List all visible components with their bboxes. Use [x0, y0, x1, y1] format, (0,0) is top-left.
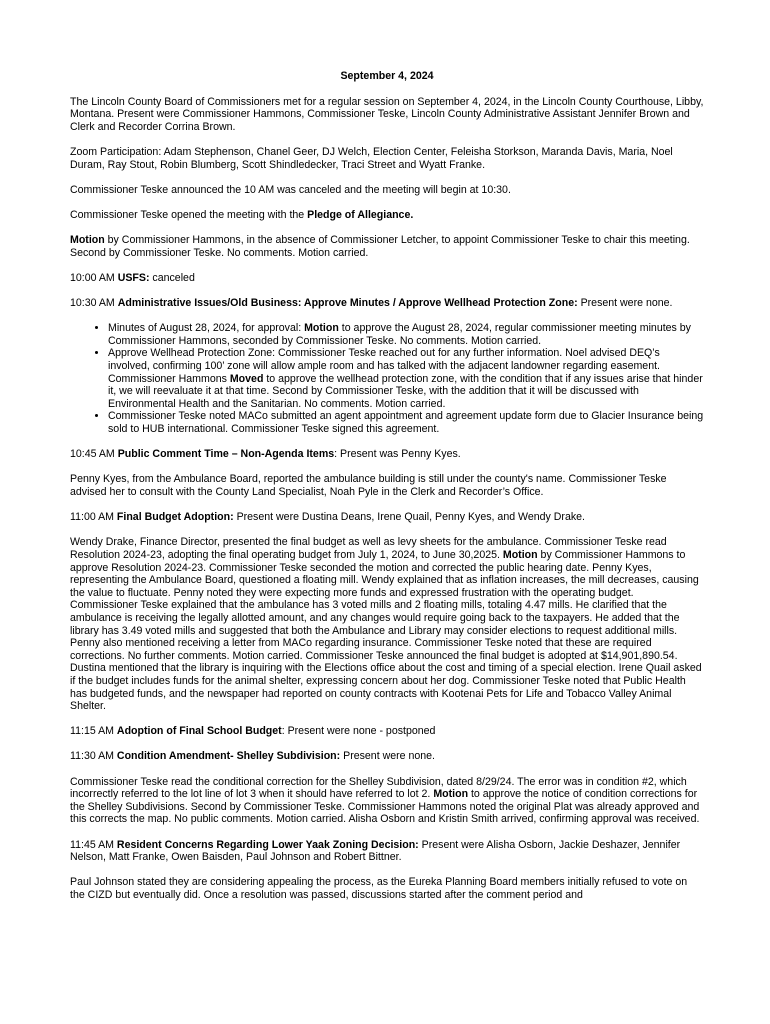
- pledge-paragraph: [70, 209, 704, 222]
- school-budget-agenda-item: [70, 725, 704, 738]
- shelley-para-post: to approve the notice of condition corrections for the Shelley Subdivisions. Second by Commissioner Teske. Commissioner Hammons noted the original Plat was already approved and this corrects the map. No public comments. Motion carried. Alisha Osborn and Kristin Smith arrived, confirming approval was received.: [70, 788, 700, 826]
- shelley-heading: Condition Amendment- Shelley Subdivision:: [116, 750, 341, 763]
- minutes-approval-bullet: [108, 322, 704, 347]
- chair-motion-bold: Motion: [70, 234, 105, 247]
- minutes-page: [70, 70, 704, 914]
- admin-heading: Administrative Issues/Old Business: Approve Minutes / Approve Wellhead Protection Zone:: [117, 297, 578, 310]
- shelley-discussion-paragraph: [70, 776, 704, 826]
- usfs-time: 10:00 AM: [70, 271, 118, 284]
- usfs-heading: USFS:: [117, 271, 150, 284]
- bullet-2-pre: Approve Wellhead Protection Zone: Commissioner Teske reached out for any further information. Noel advised DEQ’s involved, confirming 100’ zone will allow ample room and has talked with the adjacent landowner regarding easement. Commissioner Hammons: [108, 347, 660, 385]
- admin-bullet-list: [70, 322, 704, 435]
- school-budget-heading: Adoption of Final School Budget: [116, 725, 282, 738]
- bullet-1-pre: Minutes of August 28, 2024, for approval:: [108, 322, 305, 335]
- meeting-date-title: September 4, 2024: [340, 70, 434, 82]
- budget-para-bold: Motion: [502, 548, 538, 561]
- usfs-agenda-item: [70, 272, 704, 285]
- bullet-2-bold: Moved: [229, 372, 264, 385]
- yaak-time: 11:45 AM: [70, 838, 117, 851]
- public-comment-present: : Present was Penny Kyes.: [334, 448, 461, 461]
- shelley-para-bold: Motion: [433, 788, 469, 801]
- bullet-1-bold: Motion: [304, 322, 339, 335]
- school-budget-time: 11:15 AM: [70, 725, 117, 738]
- usfs-status: canceled: [149, 271, 195, 284]
- admin-agenda-item: [70, 297, 704, 310]
- pledge-text: Commissioner Teske opened the meeting with the: [70, 208, 308, 221]
- yaak-agenda-item: [70, 839, 704, 864]
- budget-discussion-paragraph: [70, 536, 704, 712]
- paul-johnson-paragraph: Paul Johnson stated they are considering appealing the process, as the Eureka Planning Board members initially refused to vote on the CIZD but eventually did. Once a resolution was passed, discussions started after the comment period and: [70, 876, 688, 901]
- penny-kyes-paragraph: Penny Kyes, from the Ambulance Board, reported the ambulance building is still under the county's name. Commissioner Teske advised her to consult with the County Land Specialist, Noah Pyle in the Clerk and Recorder’s Office.: [70, 473, 667, 498]
- final-budget-time: 11:00 AM: [70, 511, 117, 524]
- final-budget-agenda-item: [70, 511, 704, 524]
- pledge-bold: Pledge of Allegiance.: [307, 208, 414, 221]
- intro-paragraph: The Lincoln County Board of Commissioners met for a regular session on September 4, 2024, in the Lincoln County Courthouse, Libby, Montana. Present were Commissioner Hammons, Commissioner Teske, Lincoln County Administrative Assistant Jennifer Brown and Clerk and Recorder Corrina Brown.: [70, 95, 704, 133]
- maco-agreement-bullet: • Commissioner Teske noted MACo submitted an agent appointment and agreement update form due to Glacier Insurance being sold to HUB international. Commissioner Teske signed this agreement.: [108, 410, 704, 435]
- chair-motion-paragraph: [70, 234, 704, 259]
- final-budget-heading: Final Budget Adoption:: [116, 511, 234, 524]
- zoom-participation-paragraph: Zoom Participation: Adam Stephenson, Chanel Geer, DJ Welch, Election Center, Feleisha Storkson, Maranda Davis, Maria, Noel Duram, Ray Stout, Robin Blumberg, Scott Shindledecker, Traci Street and Wyatt Franke.: [70, 145, 673, 171]
- yaak-heading: Resident Concerns Regarding Lower Yaak Zoning Decision:: [116, 838, 419, 851]
- shelley-para-pre: Commissioner Teske read the conditional correction for the Shelley Subdivision, dated 8/29/24. The error was in condition #2, which incorrectly referred to the lot line of lot 3 when it should have referred to lot 2.: [70, 775, 687, 801]
- bullet-2-post: to approve the wellhead protection zone, with the condition that if any issues arise that hinder it, we will reevaluate it at that time. Second by Commissioner Teske, with the addition that it will be discussed with Environmental Health and the Sanitarian. No comments. Motion carried.: [108, 372, 703, 410]
- public-comment-heading: Public Comment Time – Non-Agenda Items: [117, 448, 335, 461]
- announcement-paragraph: Commissioner Teske announced the 10 AM was canceled and the meeting will begin at 10:30.: [70, 183, 511, 196]
- chair-motion-text: by Commissioner Hammons, in the absence of Commissioner Letcher, to appoint Commissioner Teske to chair this meeting. Second by Commissioner Teske. No comments. Motion carried.: [70, 234, 690, 259]
- bullet-1-post: to approve the August 28, 2024, regular commissioner meeting minutes by Commissioner Hammons, seconded by Commissioner Teske. No comments. Motion carried.: [108, 322, 691, 347]
- admin-present: Present were none.: [577, 297, 673, 310]
- final-budget-present: Present were Dustina Deans, Irene Quail, Penny Kyes, and Wendy Drake.: [233, 511, 585, 524]
- budget-para-post: by Commissioner Hammons to approve Resolution 2024-23. Commissioner Teske seconded the motion and corrected the public hearing date. Penny Kyes, representing the Ambulance Board, questioned a floating mill. Wendy explained that as inflation increases, the mill decreases, causing the value to fluctuate. Penny noted they were expecting more funds and expressed frustration with the operating budget. Commissioner Teske explained that the ambulance has 3 voted mills and 2 floating mills, totaling 4.47 mills. He clarified that the ambulance is receiving the legally allotted amount, and any changes would require going back to the taxpayers. He added that the library has 3.49 voted mills and suggested that both the Ambulance and Library may consider elections to request additional mills. Penny also mentioned receiving a letter from MACo regarding insurance. Commissioner Teske noted that these are required corrections. No further comments. Motion carried. Commissioner Teske announced the final budget is adopted at $14,901,890.54. Dustina mentioned that the library is inquiring with the Elections office about the cost and timing of a special election. Irene Quail asked if the budget includes funds for the animal shelter, expressing concern about her dog. Commissioner Teske noted that Public Health has budgeted funds, and the newspaper had reported on county contracts with Kootenai Pets for Life and Tobacco Valley Animal Shelter.: [70, 548, 702, 713]
- school-budget-present: : Present were none - postponed: [281, 725, 436, 738]
- public-comment-agenda-item: [70, 448, 704, 461]
- shelley-agenda-item: [70, 750, 704, 763]
- shelley-present: Present were none.: [340, 750, 435, 763]
- admin-time: 10:30 AM: [70, 297, 118, 310]
- budget-para-pre: Wendy Drake, Finance Director, presented the final budget as well as levy sheets for the ambulance. Commissioner Teske read Resolution 2024-23, adopting the final operating budget from July 1, 2024, to June 30,2025.: [70, 536, 667, 561]
- shelley-time: 11:30 AM: [70, 750, 117, 763]
- public-comment-time: 10:45 AM: [70, 448, 118, 461]
- yaak-present: Present were Alisha Osborn, Jackie Deshazer, Jennifer Nelson, Matt Franke, Owen Baisden, Paul Johnson and Robert Bittner.: [70, 838, 681, 864]
- wellhead-zone-bullet: [108, 347, 704, 410]
